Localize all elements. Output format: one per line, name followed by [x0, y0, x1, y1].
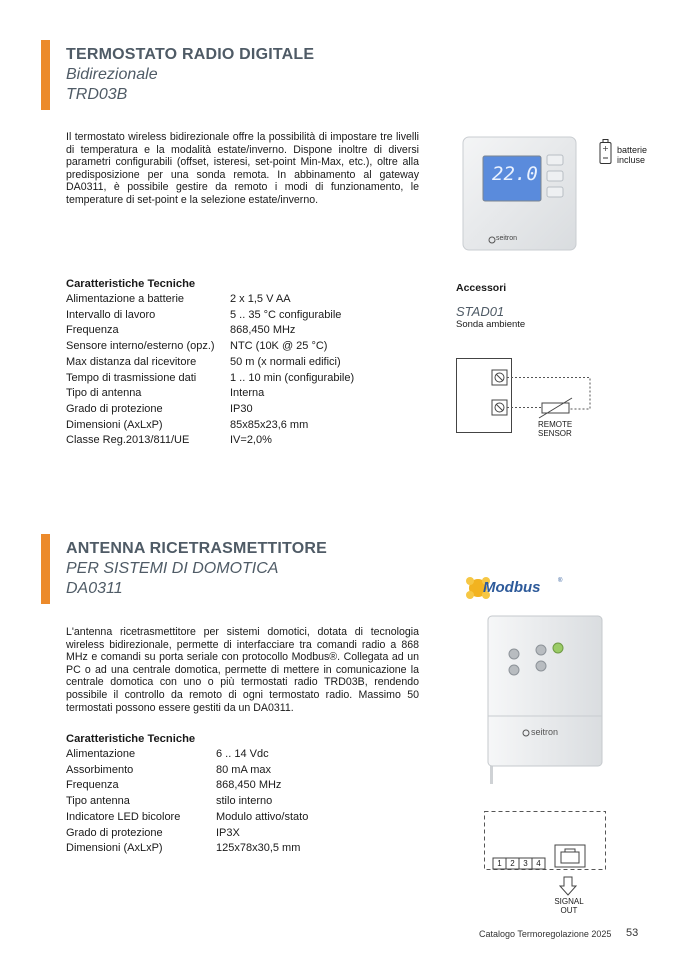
footer-page-number: 53 — [626, 927, 639, 939]
section2-spec-value: IP3X — [216, 826, 240, 839]
accessory-code: STAD01 — [456, 304, 505, 319]
section1-spec-label: Intervallo di lavoro — [66, 308, 156, 321]
section2-spec-value: 80 mA max — [216, 763, 272, 776]
section1-spec-row — [66, 339, 406, 354]
section2-spec-label: Assorbimento — [66, 763, 134, 776]
section1-spec-row — [66, 402, 406, 417]
section1-spec-label: Grado di protezione — [66, 402, 163, 415]
section2-spec-label: Alimentazione — [66, 748, 136, 760]
section2-spec-row — [66, 841, 406, 856]
section1-spec-label: Classe Reg.2013/811/UE — [66, 434, 190, 447]
footer-catalog: Catalogo Termoregolazione 2025 — [479, 929, 612, 939]
terminal-1: 1 — [497, 859, 502, 868]
remote-sensor-label-line2: SENSOR — [538, 429, 572, 438]
section1-spec-label: Dimensioni (AxLxP) — [66, 418, 163, 431]
section1-spec-value: Interna — [230, 387, 265, 400]
section2-title: ANTENNA RICETRASMETTITORE — [66, 540, 327, 557]
section1-title: TERMOSTATO RADIO DIGITALE — [66, 46, 315, 63]
section2-spec-row — [66, 810, 406, 825]
remote-sensor-diagram — [454, 356, 604, 436]
section2-spec-value: stilo interno — [216, 795, 273, 808]
section2-spec-row — [66, 778, 406, 793]
battery-label-line1: batterie — [617, 145, 648, 155]
section2-spec-label: Grado di protezione — [66, 826, 163, 839]
section2-spec-row — [66, 747, 406, 762]
battery-label-line2: incluse — [617, 155, 646, 165]
section1-spec-label: Tempo di trasmissione dati — [66, 371, 197, 384]
section2-spec-row — [66, 763, 406, 778]
modbus-logo-text: Modbus — [483, 579, 541, 596]
antenna-device-image — [484, 610, 604, 786]
section2-spec-value: 868,450 MHz — [216, 779, 282, 792]
section1-spec-value: 5 .. 35 °C configurabile — [230, 308, 342, 321]
section1-spec-value: 2 x 1,5 V AA — [230, 293, 291, 305]
section2-code: DA0311 — [66, 580, 123, 597]
section2-spec-row — [66, 794, 406, 809]
section1-spec-row — [66, 418, 406, 433]
antenna-brand: seitron — [531, 727, 559, 737]
section1-spec-label: Sensore interno/esterno (opz.) — [66, 340, 215, 353]
section2-spec-label: Tipo antenna — [66, 795, 130, 808]
down-arrow-icon — [559, 876, 577, 896]
section1-accent-bar — [41, 40, 50, 110]
section1-spec-value: 50 m (x normali edifici) — [230, 355, 341, 368]
svg-text:+: + — [602, 144, 609, 153]
battery-icon — [599, 139, 612, 165]
section1-spec-row — [66, 371, 406, 386]
section2-spec-value: 125x78x30,5 mm — [216, 842, 301, 855]
section1-spec-value: IP30 — [230, 402, 253, 415]
section1-specs-title: Caratteristiche Tecniche — [66, 278, 196, 290]
section2-spec-label: Dimensioni (AxLxP) — [66, 842, 163, 855]
thermostat-device-image — [458, 133, 583, 255]
terminal-3: 3 — [523, 859, 528, 868]
section1-spec-value: IV=2,0% — [230, 434, 272, 447]
section1-spec-value: 868,450 MHz — [230, 324, 296, 337]
signal-out-line2: OUT — [560, 906, 578, 915]
section1-spec-row — [66, 433, 406, 448]
terminal-2: 2 — [510, 859, 515, 868]
section1-spec-value: 1 .. 10 min (configurabile) — [230, 371, 355, 384]
section1-spec-row — [66, 386, 406, 401]
terminal-4: 4 — [536, 859, 541, 868]
section1-spec-label: Max distanza dal ricevitore — [66, 355, 197, 368]
section2-spec-label: Frequenza — [66, 779, 119, 792]
section1-spec-row — [66, 323, 406, 338]
signal-out-line1: SIGNAL — [554, 897, 584, 906]
section1-spec-row — [66, 308, 406, 323]
section1-code: TRD03B — [66, 86, 128, 103]
section1-spec-label: Tipo di antenna — [66, 387, 142, 400]
accessories-title: Accessori — [456, 282, 507, 294]
section1-spec-value: NTC (10K @ 25 °C) — [230, 340, 328, 353]
section1-subtitle: Bidirezionale — [66, 66, 158, 83]
modbus-registered-mark: ® — [558, 578, 563, 584]
thermostat-lcd-value: 22.0 — [492, 163, 538, 185]
section1-description: Il termostato wireless bidirezionale offre la possibilità di impostare tre livelli di temperatura e la modalità estate/inverno. Dispone inoltre di diversi parametri configurabili (offset, isteresi, set-point Min-Max, etc.), oltre alla predisposizione per una sonda remota. In abbinamento al gateway DA0311, è possibile gestire da remoto i modi di funzionamento, le temperature di set-point e la selezione estate/inverno. — [66, 131, 419, 206]
section1-spec-row — [66, 292, 406, 307]
section2-accent-bar — [41, 534, 50, 604]
section2-subtitle: PER SISTEMI DI DOMOTICA — [66, 560, 279, 577]
accessory-description: Sonda ambiente — [456, 319, 526, 330]
section2-spec-row — [66, 826, 406, 841]
section1-spec-label: Frequenza — [66, 324, 119, 337]
remote-sensor-label-line1: REMOTE — [538, 420, 573, 429]
section1-spec-row — [66, 355, 406, 370]
section2-spec-label: Indicatore LED bicolore — [66, 810, 181, 823]
section2-spec-value: 6 .. 14 Vdc — [216, 748, 269, 760]
section2-spec-value: Modulo attivo/stato — [216, 810, 309, 823]
section2-description: L'antenna ricetrasmettitore per sistemi domotici, dotata di tecnologia wireless bidirezionale, permette di interfacciare tra comandi radio a 868 MHz e comandi su porta seriale con protocollo Modbus®. Collegata ad un PC o ad una centrale domotica, permette di mettere in comunicazione la centrale domotica con uno o più termostati radio TRD03B, rendendo possibile il controllo da remoto di ogni termostato radio. Massimo 50 termostati possono essere gestiti da un DA0311. — [66, 626, 419, 714]
section2-specs-title: Caratteristiche Tecniche — [66, 733, 196, 745]
section1-spec-value: 85x85x23,6 mm — [230, 418, 309, 431]
section1-spec-label: Alimentazione a batterie — [66, 293, 185, 305]
thermostat-brand: seitron — [496, 235, 518, 242]
